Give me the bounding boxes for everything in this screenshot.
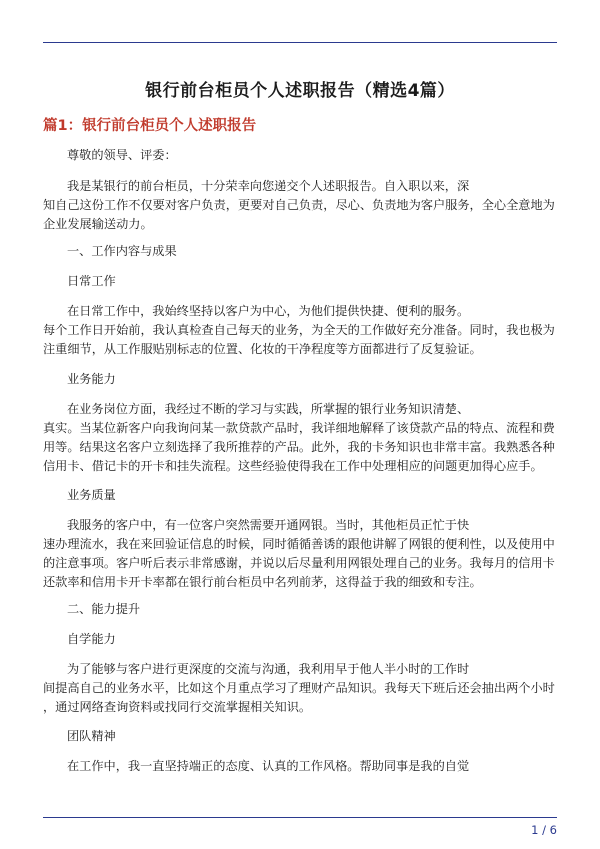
- text-line: 的注意事项。客户听后表示非常感谢，并说以后尽量利用网银处理自己的业务。我每月的信用卡: [43, 556, 555, 570]
- text-line: 自学能力: [67, 632, 116, 646]
- text-line: 知自己这份工作不仅要对客户负责，更要对自己负责，尽心、负责地为客户服务，全心全意地为: [43, 198, 555, 212]
- heading-daily-work: [43, 272, 557, 291]
- daily-work-paragraph: [43, 302, 557, 359]
- text-line: 一、工作内容与成果: [67, 244, 177, 258]
- text-line: 企业发展输送动力。: [43, 217, 153, 231]
- self-learning-paragraph: [43, 660, 557, 717]
- text-line: 速办理流水，我在来回验证信息的时候，同时循循善诱的跟他讲解了网银的便利性，以及使用中: [43, 537, 555, 551]
- intro-paragraph: [43, 177, 557, 234]
- text-line: 在业务岗位方面，我经过不断的学习与实践，所掌握的银行业务知识清楚、: [67, 402, 470, 416]
- text-line: 信用卡、借记卡的开卡和挂失流程。这些经验使得我在工作中处理相应的问题更加得心应手。: [43, 459, 543, 473]
- text-line: 业务质量: [67, 488, 116, 502]
- document-title: 银行前台柜员个人述职报告（精选4篇）: [145, 81, 455, 101]
- text-line: 注重细节，从工作服贴别标志的位置、化妆的干净程度等方面都进行了反复验证。: [43, 342, 482, 356]
- text-line: 尊敬的领导、评委：: [67, 148, 177, 162]
- text-line: 每个工作日开始前，我认真检查自己每天的业务，为全天的工作做好充分准备。同时，我也极为: [43, 323, 555, 337]
- heading-work-content: [43, 242, 557, 261]
- header-rule: [43, 42, 557, 43]
- text-line: 间提高自己的业务水平，比如这个月重点学习了理财产品知识。我每天下班后还会抽出两个小时: [43, 681, 555, 695]
- text-line: 为了能够与客户进行更深度的交流与沟通，我利用早于他人半小时的工作时: [67, 662, 470, 676]
- text-line: 真实。当某位新客户向我询问某一款贷款产品时，我详细地解释了该贷款产品的特点、流程和费: [43, 421, 555, 435]
- text-line: 在日常工作中，我始终坚持以客户为中心，为他们提供快捷、便利的服务。: [67, 304, 470, 318]
- business-ability-paragraph: [43, 400, 557, 476]
- text-line: 团队精神: [67, 729, 116, 743]
- text-line: ，通过网络查询资料或找同行交流掌握相关知识。: [43, 700, 312, 714]
- section-heading: 篇1：银行前台柜员个人述职报告: [43, 118, 257, 134]
- footer-rule: [43, 817, 557, 818]
- heading-team-spirit: [43, 727, 557, 746]
- heading-business-ability: [43, 370, 557, 389]
- text-line: 业务能力: [67, 372, 116, 386]
- heading-self-learning: [43, 630, 557, 649]
- text-line: 用等。结果这名客户立刻选择了我所推荐的产品。此外，我的卡务知识也非常丰富。我熟悉各种: [43, 440, 555, 454]
- text-line: 在工作中，我一直坚持端正的态度、认真的工作风格。帮助同事是我的自觉: [67, 759, 470, 773]
- heading-business-quality: [43, 486, 557, 505]
- text-line: 二、能力提升: [67, 602, 141, 616]
- text-line: 日常工作: [67, 274, 116, 288]
- text-line: 我服务的客户中，有一位客户突然需要开通网银。当时，其他柜员正忙于快: [67, 518, 470, 532]
- heading-ability-improvement: [43, 600, 557, 619]
- text-line: 还款率和信用卡开卡率都在银行前台柜员中名列前茅，这得益于我的细致和专注。: [43, 575, 482, 589]
- salutation: [43, 146, 557, 165]
- team-spirit-paragraph: [43, 757, 557, 776]
- text-line: 我是某银行的前台柜员，十分荣幸向您递交个人述职报告。自入职以来，深: [67, 179, 470, 193]
- page-number: 1 / 6: [531, 823, 557, 837]
- business-quality-paragraph: [43, 516, 557, 592]
